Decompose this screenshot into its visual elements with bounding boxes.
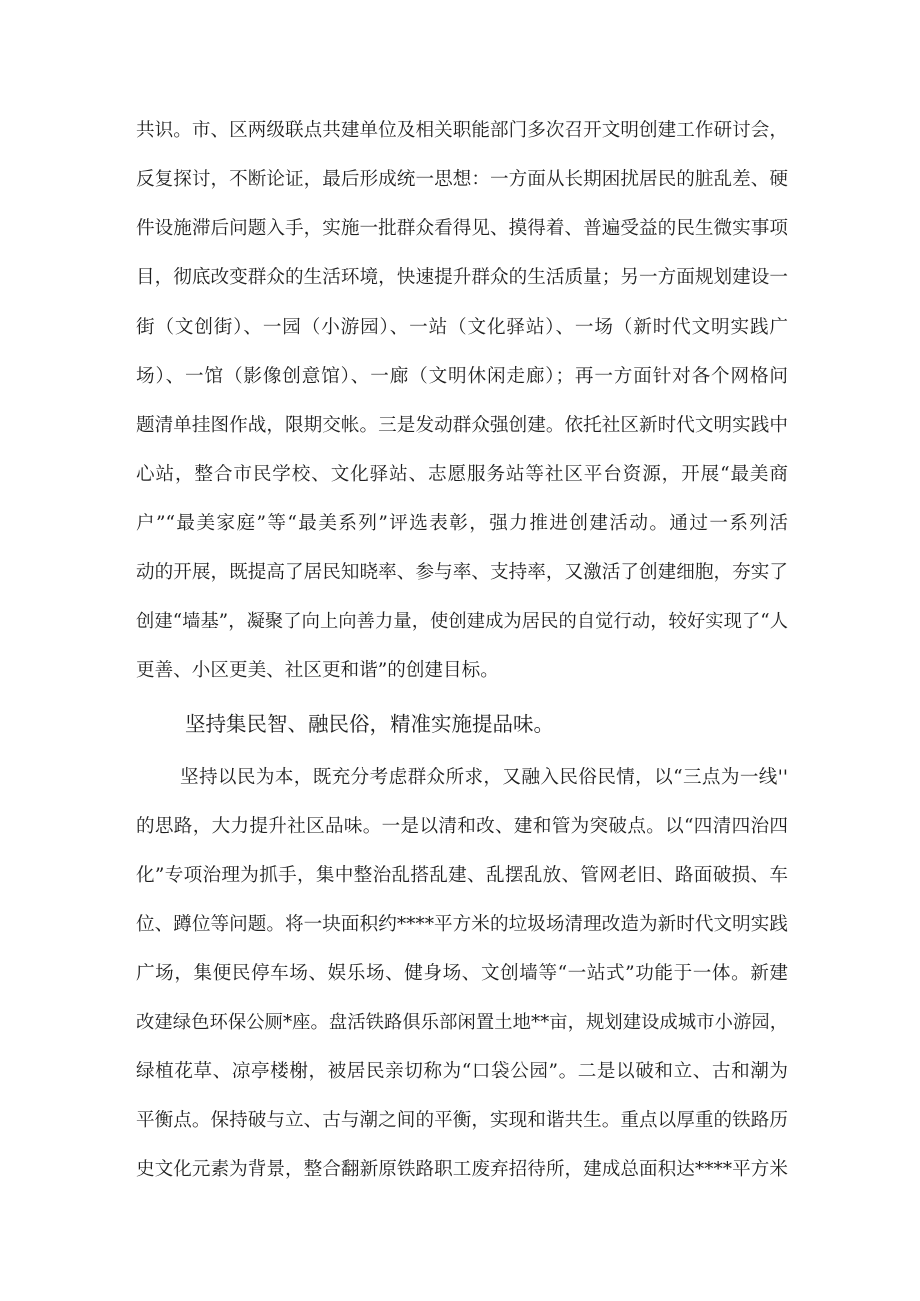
text-line: 共识。市、区两级联点共建单位及相关职能部门多次召开文明创建工作研讨会，	[136, 120, 788, 141]
text-line: 更善、小区更美、社区更和谐”的创建目标。	[136, 660, 499, 681]
text-line: 反复探讨，不断论证，最后形成统一思想：一方面从长期困扰居民的脏乱差、硬	[136, 169, 788, 190]
section-heading: 坚持集民智、融民俗，精准实施提品味。	[185, 712, 554, 736]
text-line: 心站，整合市民学校、文化驿站、志愿服务站等社区平台资源，开展“最美商	[136, 464, 788, 485]
text-line: 广场，集便民停车场、娱乐场、健身场、文创墙等“一站式”功能于一体。新建	[136, 963, 788, 984]
text-line: 户”“最美家庭”等“最美系列”评选表彰，强力推进创建活动。通过一系列活	[136, 513, 788, 534]
text-line: 改建绿色环保公厕*座。盘活铁路俱乐部闲置土地**亩，规划建设成城市小游园，	[136, 1012, 788, 1033]
text-line: 目，彻底改变群众的生活环境，快速提升群众的生活质量；另一方面规划建设一	[136, 267, 788, 288]
text-line: 位、蹲位等问题。将一块面积约****平方米的垃圾场清理改造为新时代文明实践	[136, 914, 788, 935]
text-line: 绿植花草、凉亭楼榭，被居民亲切称为“口袋公园”。二是以破和立、古和潮为	[136, 1061, 788, 1082]
text-line: 化”专项治理为抓手，集中整治乱搭乱建、乱摆乱放、管网老旧、路面破损、车	[136, 865, 788, 886]
text-line: 动的开展，既提高了居民知晓率、参与率、支持率，又激活了创建细胞，夯实了	[136, 562, 788, 583]
text-line: 题清单挂图作战，限期交帐。三是发动群众强创建。依托社区新时代文明实践中	[136, 415, 788, 436]
text-line: 场）、一馆（影像创意馆）、一廊（文明休闲走廊）；再一方面针对各个网格问	[136, 366, 788, 387]
text-line: 件设施滞后问题入手，实施一批群众看得见、摸得着、普遍受益的民生微实事项	[136, 218, 788, 239]
text-line: 史文化元素为背景，整合翻新原铁路职工废弃招待所，建成总面积达****平方米	[136, 1159, 788, 1180]
text-line: 的思路，大力提升社区品味。一是以清和改、建和管为突破点。以“四清四治四	[136, 816, 788, 837]
text-line: 平衡点。保持破与立、古与潮之间的平衡，实现和谐共生。重点以厚重的铁路历	[136, 1110, 788, 1131]
text-line: 街（文创街）、一园（小游园）、一站（文化驿站）、一场（新时代文明实践广	[136, 317, 788, 338]
text-line: 创建“墙基”，凝聚了向上向善力量，使创建成为居民的自觉行动，较好实现了“人	[136, 611, 788, 632]
text-line: 坚持以民为本，既充分考虑群众所求，又融入民俗民情，以“三点为一线''	[180, 767, 788, 788]
